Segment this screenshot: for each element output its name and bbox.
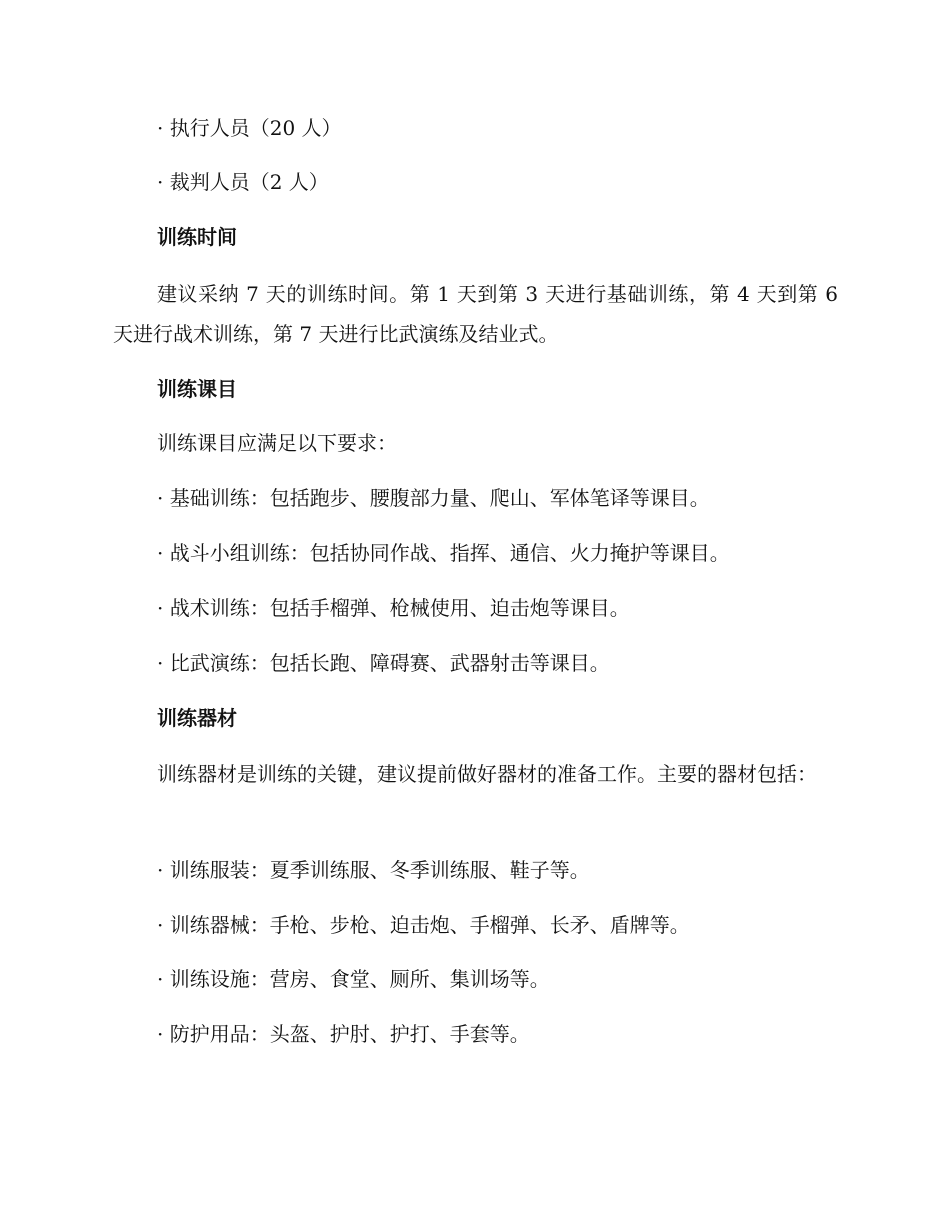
subject-item: · 战术训练：包括手榴弹、枪械使用、迫击炮等课目。 (157, 594, 630, 622)
subject-item: · 比武演练：包括长跑、障碍赛、武器射击等课目。 (157, 649, 610, 677)
personnel-item: · 裁判人员（2 人） (157, 168, 329, 196)
personnel-item: · 执行人员（20 人） (157, 114, 342, 142)
section-heading-equipment: 训练器材 (157, 706, 237, 730)
time-paragraph: 建议采纳 7 天的训练时间。第 1 天到第 3 天进行基础训练，第 4 天到第 6 天进行战术训练，第 7 天进行比武演练及结业式。 (113, 282, 838, 346)
subject-item: · 基础训练：包括跑步、腰腹部力量、爬山、军体笔译等课目。 (157, 484, 710, 512)
equipment-item: · 防护用品：头盔、护肘、护打、手套等。 (157, 1020, 530, 1048)
section-heading-time: 训练时间 (157, 225, 237, 249)
subject-item: · 战斗小组训练：包括协同作战、指挥、通信、火力掩护等课目。 (157, 539, 730, 567)
subjects-intro: 训练课目应满足以下要求： (157, 431, 397, 455)
equipment-paragraph: 训练器材是训练的关键，建议提前做好器材的准备工作。主要的器材包括： (157, 762, 817, 786)
equipment-item: · 训练设施：营房、食堂、厕所、集训场等。 (157, 965, 550, 993)
equipment-item: · 训练服装：夏季训练服、冬季训练服、鞋子等。 (157, 856, 590, 884)
section-heading-subjects: 训练课目 (157, 377, 237, 401)
equipment-item: · 训练器械：手枪、步枪、迫击炮、手榴弹、长矛、盾牌等。 (157, 911, 690, 939)
